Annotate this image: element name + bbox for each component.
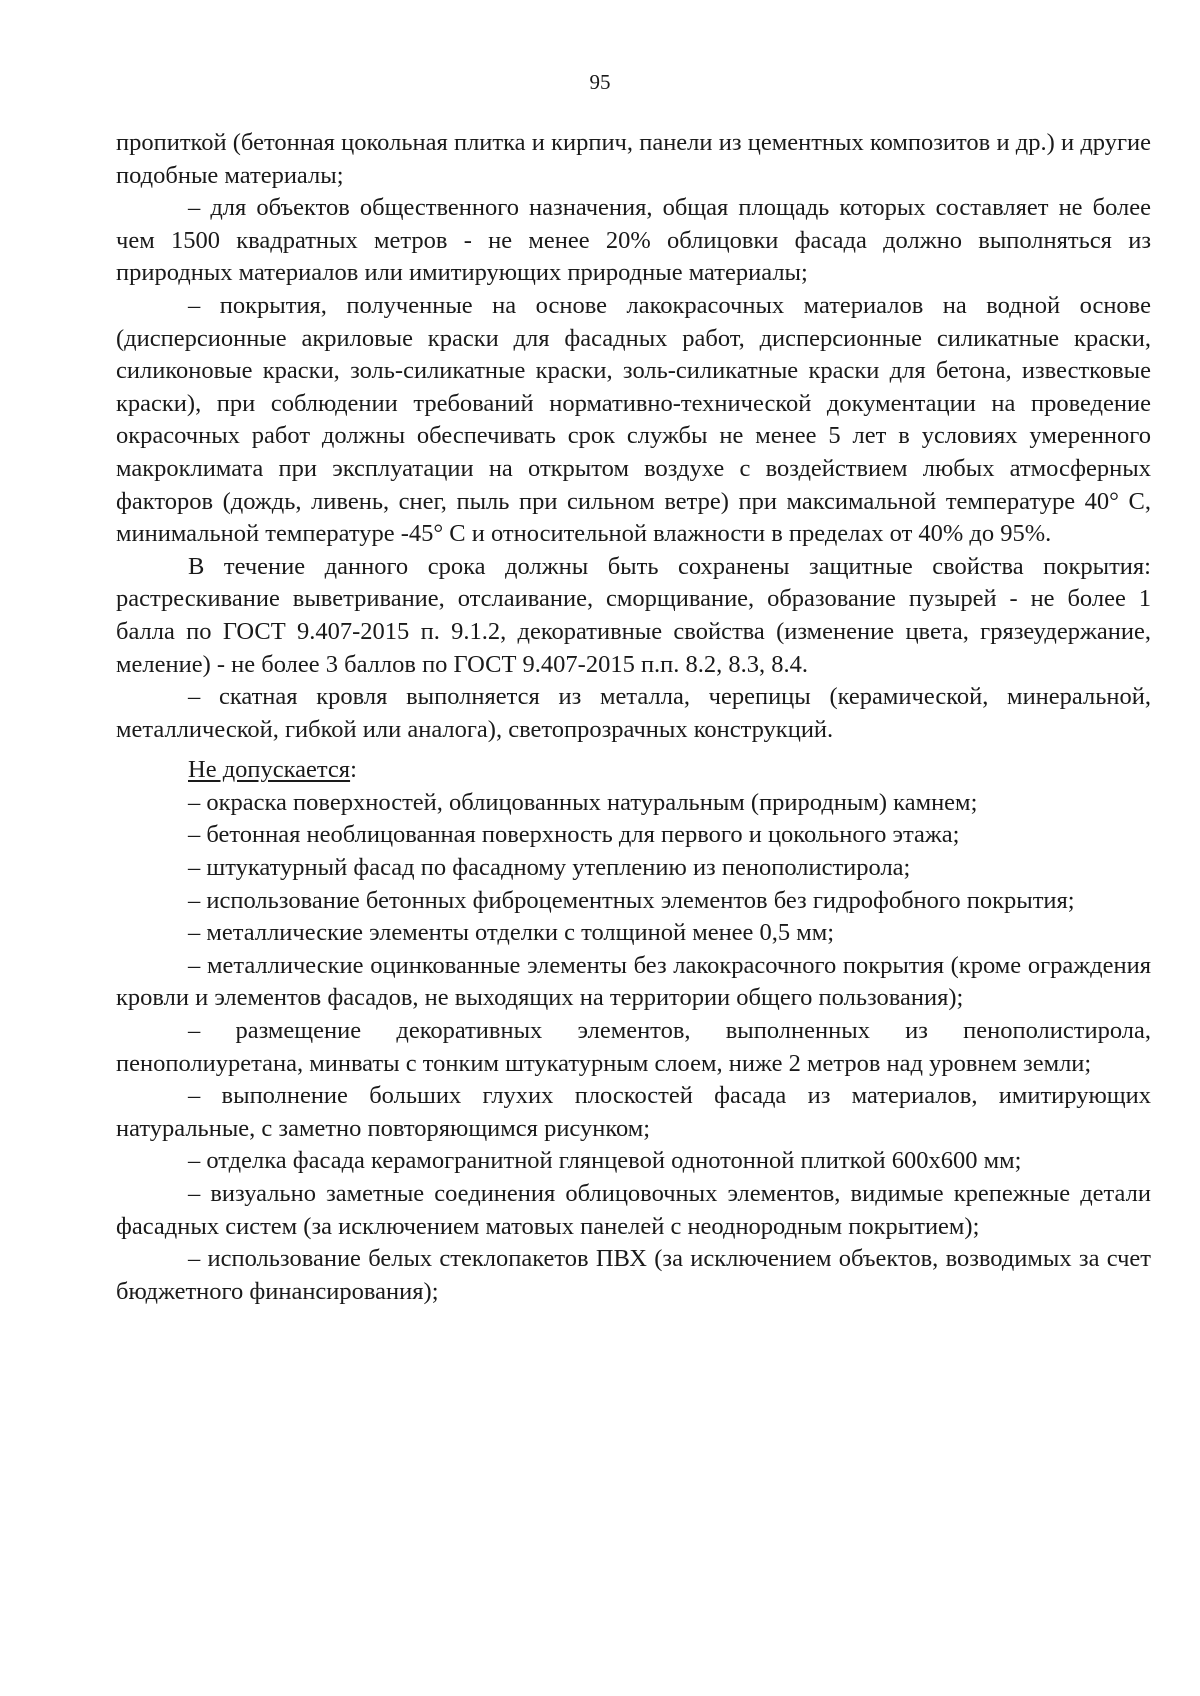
not-allowed-item: – выполнение больших глухих плоскостей фасада из материалов, имитирующих натуральные, с заметно повторяющимся рисунком;: [116, 1082, 1151, 1142]
not-allowed-item: – штукатурный фасад по фасадному утеплению из пенополистирола;: [188, 854, 911, 882]
not-allowed-heading-text: Не допускается: [188, 756, 351, 784]
paragraph-continuation: пропиткой (бетонная цокольная плитка и кирпич, панели из цементных композитов и др.) и другие подобные материалы;: [116, 129, 1151, 189]
list-item-public-buildings: – для объектов общественного назначения, общая площадь которых составляет не более чем 1500 квадратных метров - не менее 20% облицовки фасада должно выполняться из природных материалов или имитирующих природные материалы;: [116, 194, 1151, 287]
not-allowed-item: – отделка фасада керамогранитной глянцевой однотонной плиткой 600х600 мм;: [188, 1147, 1022, 1175]
page-number: 95: [589, 70, 611, 94]
paragraph-service-life: В течение данного срока должны быть сохранены защитные свойства покрытия: растрескивание выветривание, отслаивание, сморщивание, образование пузырей - не более 1 балла по ГОСТ 9.407-2015 п. 9.1.2, декоративные свойства (изменение цвета, грязеудержание, меление) - не более 3 баллов по ГОСТ 9.407-2015 п.п. 8.2, 8.3, 8.4.: [116, 552, 1151, 678]
not-allowed-item: – визуально заметные соединения облицовочных элементов, видимые крепежные детали фасадных систем (за исключением матовых панелей с неоднородным покрытием);: [116, 1180, 1151, 1240]
list-item-coatings: – покрытия, полученные на основе лакокрасочных материалов на водной основе (дисперсионные акриловые краски для фасадных работ, дисперсионные силикатные краски, силиконовые краски, золь-силикатные краски, золь-силикатные краски для бетона, известковые краски), при соблюдении требований нормативно-технической документации на проведение окрасочных работ должны обеспечивать срок службы не менее 5 лет в условиях умеренного макроклимата при эксплуатации на открытом воздухе с воздействием любых атмосферных факторов (дождь, ливень, снег, пыль при сильном ветре) при максимальной температуре 40° С, минимальной температуре -45° С и относительной влажности в пределах от 40% до 95%.: [116, 291, 1151, 548]
not-allowed-heading-colon: :: [350, 756, 357, 784]
not-allowed-heading: [116, 754, 1151, 787]
list-item-pitched-roof: – скатная кровля выполняется из металла, черепицы (керамической, минеральной, металлической, гибкой или аналога), светопрозрачных конструкций.: [116, 683, 1151, 743]
not-allowed-item: – использование белых стеклопакетов ПВХ (за исключением объектов, возводимых за счет бюджетного финансирования);: [116, 1245, 1151, 1305]
not-allowed-item: – размещение декоративных элементов, выполненных из пенополистирола, пенополиуретана, минваты с тонким штукатурным слоем, ниже 2 метров над уровнем земли;: [116, 1017, 1151, 1077]
not-allowed-item: – металлические оцинкованные элементы без лакокрасочного покрытия (кроме ограждения кровли и элементов фасадов, не выходящих на территории общего пользования);: [116, 951, 1151, 1012]
document-body: [116, 127, 1151, 1308]
not-allowed-item: – бетонная необлицованная поверхность для первого и цокольного этажа;: [188, 821, 960, 849]
not-allowed-item: – металлические элементы отделки с толщиной менее 0,5 мм;: [188, 919, 835, 947]
not-allowed-item: – окраска поверхностей, облицованных натуральным (природным) камнем;: [188, 788, 978, 816]
not-allowed-item: – использование бетонных фиброцементных элементов без гидрофобного покрытия;: [188, 886, 1075, 914]
